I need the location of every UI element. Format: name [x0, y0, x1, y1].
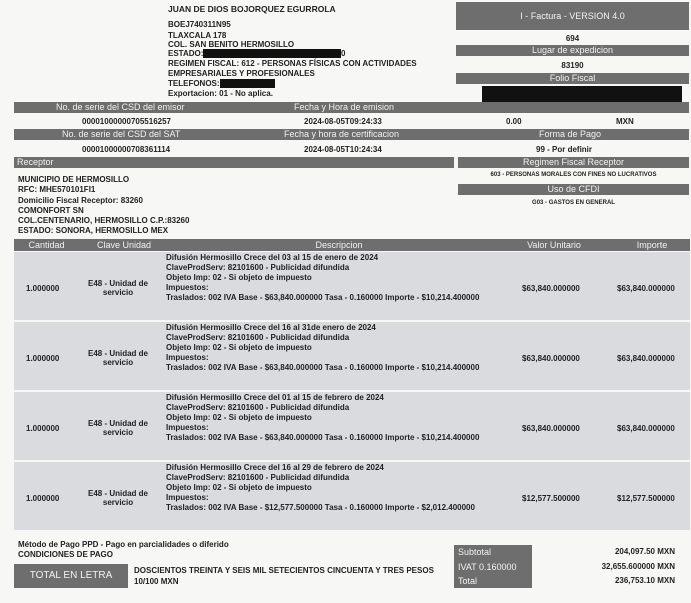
invoice-number: 694	[565, 34, 580, 43]
row-unidad-line1: E48 - Unidad de	[87, 489, 148, 498]
col-valor-unitario: Valor Unitario	[527, 240, 581, 250]
issuer-name: JUAN DE DIOS BOJORQUEZ EGURROLA	[168, 4, 336, 14]
total-letra-box	[14, 564, 128, 588]
row-unidad-line1: E48 - Unidad de	[87, 349, 148, 358]
total-letra-line2: 10/100 MXN	[134, 577, 179, 586]
amount-currency: MXN	[616, 117, 634, 126]
row-desc-line: ClaveProdServ: 82101600 - Publicidad difundida	[166, 473, 350, 482]
row-description	[166, 393, 479, 443]
receptor-street: COMONFORT SN	[18, 206, 84, 215]
receptor-domicilio: Domicilio Fiscal Receptor: 83260	[18, 196, 143, 205]
invoice-title-bar	[456, 2, 689, 30]
row-desc-line: Impuestos:	[166, 423, 209, 432]
table-row	[14, 392, 690, 460]
forma-pago-label: Forma de Pago	[539, 129, 602, 139]
redaction-box	[482, 86, 682, 102]
row-unidad-line2: servicio	[102, 498, 134, 507]
col-descripcion: Descripcion	[315, 240, 363, 250]
receptor-label: Receptor	[17, 157, 54, 167]
fecha-emision-value: 2024-08-05T09:24:33	[304, 117, 382, 126]
row-unidad-line2: servicio	[102, 358, 134, 367]
issuer-regimen-line2: EMPRESARIALES Y PROFESIONALES	[168, 69, 315, 78]
row-desc-line: Difusión Hermosillo Crece del 16 al 31de enero de 2024	[166, 323, 376, 332]
folio-fiscal-label: Folio Fiscal	[549, 73, 596, 83]
row-importe: $63,840.000000	[617, 284, 675, 293]
subtotal-label: Subtotal	[458, 547, 492, 557]
condiciones-pago: CONDICIONES DE PAGO	[18, 550, 113, 559]
lugar-expedicion-value: 83190	[561, 61, 584, 70]
row-desc-line: ClaveProdServ: 82101600 - Publicidad difundida	[166, 263, 350, 272]
total-letra-text	[134, 566, 434, 586]
metodo-pago: Método de Pago PPD - Pago en parcialidades o diferido	[18, 540, 229, 549]
table-row	[14, 462, 690, 530]
row-desc-line: Traslados: 002 IVA Base - $12,577.500000 Tasa - 0.160000 Importe - $2,012.400000	[166, 503, 475, 512]
row-desc-line: Objeto Imp: 02 - Si objeto de impuesto	[166, 343, 312, 352]
totals-label-box	[454, 545, 532, 588]
row-description	[166, 253, 479, 303]
receptor-name: MUNICIPIO DE HERMOSILLO	[18, 175, 130, 184]
total-letra-label: TOTAL EN LETRA	[29, 570, 113, 581]
issuer-colonia: COL. SAN BENITO HERMOSILLO	[168, 40, 295, 49]
row-unidad-line1: E48 - Unidad de	[87, 279, 148, 288]
row-desc-line: Impuestos:	[166, 353, 209, 362]
row-desc-line: Impuestos:	[166, 493, 209, 502]
uso-cfdi-value: G03 - GASTOS EN GENERAL	[532, 200, 615, 206]
row-description	[166, 323, 479, 373]
subtotal-value: 204,097.50 MXN	[614, 547, 675, 556]
row-unidad	[78, 489, 158, 507]
table-row	[14, 322, 690, 390]
forma-pago-value: 99 - Por definir	[536, 145, 593, 154]
row-desc-line: Objeto Imp: 02 - Si objeto de impuesto	[166, 273, 312, 282]
fecha-cert-value: 2024-08-05T10:24:34	[304, 145, 382, 154]
row-desc-line: Traslados: 002 IVA Base - $63,840.000000 Tasa - 0.160000 Importe - $10,214.400000	[166, 293, 480, 302]
row-desc-line: Traslados: 002 IVA Base - $63,840.000000 Tasa - 0.160000 Importe - $10,214.400000	[166, 433, 480, 442]
lugar-expedicion-label: Lugar de expedicion	[531, 45, 614, 55]
ivat-label: IVAT 0.160000	[458, 562, 517, 572]
ivat-value: 32,655.600000 MXN	[601, 562, 675, 571]
row-desc-line: ClaveProdServ: 82101600 - Publicidad difundida	[166, 403, 350, 412]
row-unidad-line1: E48 - Unidad de	[87, 419, 148, 428]
invoice-title: I - Factura - VERSION 4.0	[520, 11, 625, 21]
row-importe: $12,577.500000	[617, 494, 675, 503]
redaction-box	[220, 79, 275, 88]
receptor-rfc: RFC: MHE570101FI1	[18, 185, 96, 194]
row-unidad-line2: servicio	[102, 288, 134, 297]
col-cantidad: Cantidad	[28, 240, 65, 250]
issuer-telefonos-label: TELEFONOS:	[168, 79, 220, 88]
row-desc-line: Difusión Hermosillo Crece del 03 al 15 de enero de 2024	[166, 253, 379, 262]
issuer-estado-label: ESTADO:	[168, 49, 204, 58]
amount-value: 0.00	[506, 117, 522, 126]
csd-emisor-header	[14, 102, 689, 113]
fecha-emision-label: Fecha y Hora de emision	[294, 102, 395, 112]
row-valor-unitario: $63,840.000000	[522, 424, 580, 433]
row-unidad-line2: servicio	[102, 428, 134, 437]
uso-cfdi-bar	[458, 184, 689, 195]
row-valor-unitario: $63,840.000000	[522, 354, 580, 363]
receptor-colonia: COL.CENTENARIO, HERMOSILLO C.P.:83260	[18, 216, 190, 225]
row-cantidad: 1.000000	[26, 424, 60, 433]
row-cantidad: 1.000000	[26, 284, 60, 293]
row-valor-unitario: $12,577.500000	[522, 494, 580, 503]
row-desc-line: Objeto Imp: 02 - Si objeto de impuesto	[166, 483, 312, 492]
row-importe: $63,840.000000	[617, 424, 675, 433]
row-desc-line: Objeto Imp: 02 - Si objeto de impuesto	[166, 413, 312, 422]
row-description	[166, 463, 475, 513]
lugar-expedicion-bar	[456, 45, 689, 56]
csd-sat-label: No. de serie del CSD del SAT	[62, 129, 181, 139]
col-clave-unidad: Clave Unidad	[96, 240, 152, 250]
total-value: 236,753.10 MXN	[614, 576, 675, 585]
issuer-estado-tail: 0	[341, 49, 346, 58]
row-cantidad: 1.000000	[26, 354, 60, 363]
issuer-regimen-line1: REGIMEN FISCAL: 612 - PERSONAS FÍSICAS CON ACTIVIDADES	[168, 59, 417, 68]
issuer-street: TLAXCALA 178	[168, 31, 227, 40]
regimen-receptor-bar	[458, 157, 689, 168]
col-importe: Importe	[636, 240, 668, 250]
items-table-header	[14, 239, 690, 251]
issuer-exportacion: Exportacion: 01 - No aplica.	[168, 89, 273, 98]
redaction-box	[203, 49, 341, 58]
table-row	[14, 252, 690, 320]
csd-sat-header	[14, 129, 689, 140]
fecha-cert-label: Fecha y hora de certificacion	[284, 129, 400, 139]
csd-emisor-label: No. de serie del CSD del emisor	[56, 102, 185, 112]
row-valor-unitario: $63,840.000000	[522, 284, 580, 293]
csd-sat-value: 00001000000708361114	[82, 145, 171, 154]
folio-fiscal-bar	[456, 73, 689, 84]
uso-cfdi-label: Uso de CFDI	[547, 184, 600, 194]
row-desc-line: Difusión Hermosillo Crece del 01 al 15 de febrero de 2024	[166, 393, 384, 402]
issuer-rfc: BOEJ740311N95	[168, 20, 231, 29]
total-label: Total	[458, 576, 478, 586]
total-letra-line1: DOSCIENTOS TREINTA Y SEIS MIL SETECIENTOS CINCUENTA Y TRES PESOS	[134, 566, 434, 575]
row-desc-line: Impuestos:	[166, 283, 209, 292]
receptor-header	[14, 157, 454, 168]
row-cantidad: 1.000000	[26, 494, 60, 503]
row-desc-line: Difusión Hermosillo Crece del 16 al 29 de febrero de 2024	[166, 463, 384, 472]
row-unidad	[78, 279, 158, 297]
receptor-estado: ESTADO: SONORA, HERMOSILLO MEX	[18, 226, 169, 235]
row-unidad	[78, 419, 158, 437]
regimen-receptor-value: 603 - PERSONAS MORALES CON FINES NO LUCRATIVOS	[490, 172, 657, 178]
row-desc-line: ClaveProdServ: 82101600 - Publicidad difundida	[166, 333, 350, 342]
regimen-receptor-label: Regimen Fiscal Receptor	[522, 157, 625, 167]
row-unidad	[78, 349, 158, 367]
row-importe: $63,840.000000	[617, 354, 675, 363]
csd-emisor-value: 00001000000705516257	[82, 117, 171, 126]
row-desc-line: Traslados: 002 IVA Base - $63,840.000000 Tasa - 0.160000 Importe - $10,214.400000	[166, 363, 480, 372]
